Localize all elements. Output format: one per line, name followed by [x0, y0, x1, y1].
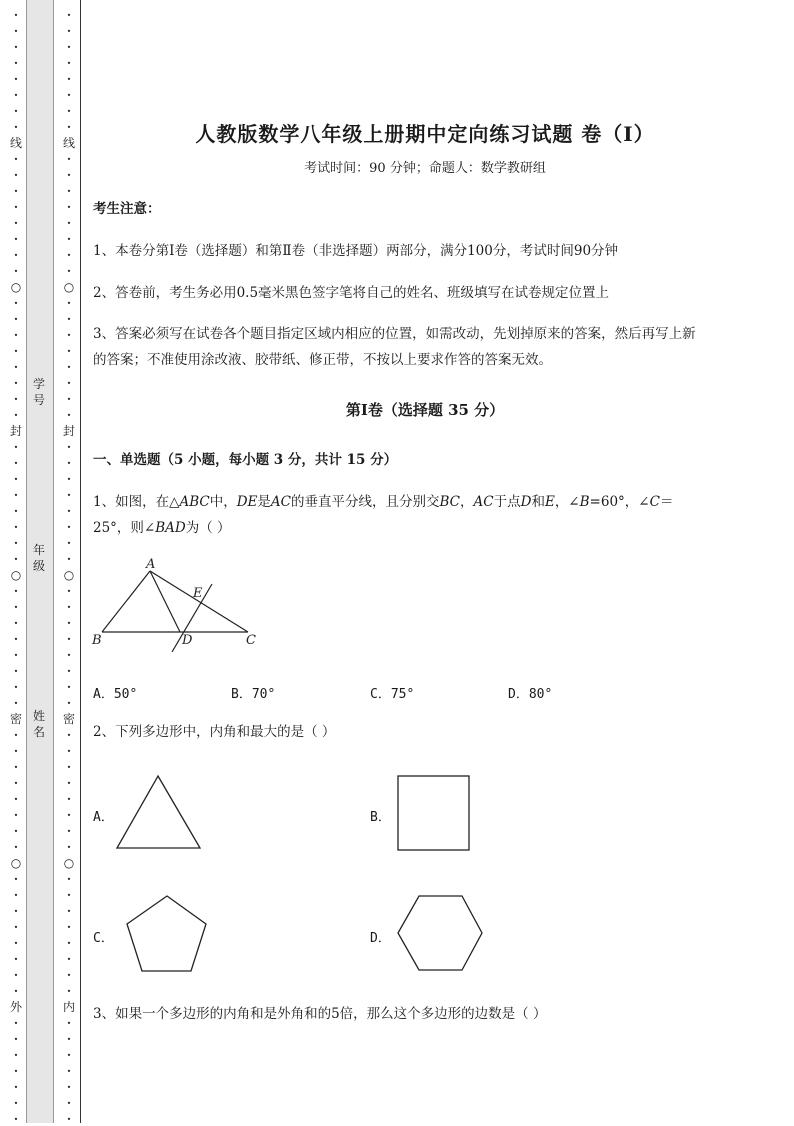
inner-dot: ·: [66, 632, 72, 646]
outer-dot: ·: [13, 1112, 19, 1126]
inner-dot: ·: [66, 1096, 72, 1110]
q1-option-b[interactable]: B．70°: [231, 687, 276, 702]
outer-dot: ·: [13, 920, 19, 934]
outer-dot: ·: [13, 840, 19, 854]
q1-option-d[interactable]: D．80°: [508, 687, 553, 702]
outer-dot: ·: [13, 184, 19, 198]
outer-dot: ·: [13, 328, 19, 342]
inner-dot: ·: [66, 232, 72, 246]
page-subtitle: 考试时间：90 分钟；命题人：数学教研组: [304, 161, 546, 176]
outer-dot: ·: [13, 120, 19, 134]
question-2: 2、下列多边形中，内角和最大的是（ ）: [93, 724, 336, 740]
outer-dot: ·: [13, 392, 19, 406]
outer-dot: ·: [13, 952, 19, 966]
q2-option-c-label[interactable]: C．: [93, 931, 114, 946]
outer-dot: ·: [13, 8, 19, 22]
outer-dot: ·: [13, 776, 19, 790]
inner-dot: ·: [66, 360, 72, 374]
outer-dot: ·: [13, 440, 19, 454]
outer-dot: ·: [13, 984, 19, 998]
notice-item-3-line-1: 3、答案必须写在试卷各个题目指定区域内相应的位置，如需改动，先划掉原来的答案，然后再写上新: [93, 326, 696, 342]
outer-dot: ·: [13, 824, 19, 838]
inner-dot: ·: [66, 600, 72, 614]
outer-seal-label: 线: [10, 136, 23, 150]
inner-dot: ·: [66, 904, 72, 918]
inner-dot: ·: [66, 440, 72, 454]
inner-dot: ·: [66, 376, 72, 390]
inner-dot: ·: [66, 696, 72, 710]
outer-dot: ·: [13, 696, 19, 710]
outer-dot: ·: [13, 648, 19, 662]
outer-dot: ·: [13, 1032, 19, 1046]
inner-seal-label: 密: [63, 712, 76, 726]
question-1-line-2: 25°，则∠BAD为（ ）: [93, 520, 231, 536]
inner-dot: ·: [66, 1032, 72, 1046]
notice-item-3-line-2: 的答案；不准使用涂改液、胶带纸、修正带，不按以上要求作答的答案无效。: [93, 352, 552, 368]
outer-dot: ·: [13, 808, 19, 822]
point-label-c: C: [246, 633, 256, 648]
outer-dot: ·: [13, 472, 19, 486]
outer-dot: ·: [13, 600, 19, 614]
inner-dot: ·: [66, 1080, 72, 1094]
outer-dot: ·: [13, 376, 19, 390]
notice-item-2: 2、答卷前，考生务必用0.5毫米黑色签字笔将自己的姓名、班级填写在试卷规定位置上: [93, 285, 610, 301]
inner-dot: ·: [66, 680, 72, 694]
inner-dot: ·: [66, 184, 72, 198]
outer-dot: ·: [13, 200, 19, 214]
inner-dot: ·: [66, 504, 72, 518]
outer-dot: ·: [13, 760, 19, 774]
point-label-e: E: [193, 586, 203, 601]
inner-dot: ·: [66, 1048, 72, 1062]
question-1: [93, 489, 753, 541]
inner-dot: ·: [66, 952, 72, 966]
outer-seal-label: 外: [10, 1000, 23, 1014]
question-1-line-1: 1、如图，在△ABC中，DE是AC的垂直平分线，且分别交BC，AC于点D和E，∠B=60°，∠C＝: [93, 494, 674, 510]
outer-dot: ·: [13, 1016, 19, 1030]
inner-dot: ·: [66, 120, 72, 134]
inner-dot: ·: [66, 456, 72, 470]
outer-dot: ·: [13, 968, 19, 982]
inner-dot: ·: [66, 776, 72, 790]
outer-dot: ·: [13, 72, 19, 86]
outer-dot: ·: [13, 728, 19, 742]
inner-dot: ·: [66, 920, 72, 934]
outer-dot: ·: [13, 664, 19, 678]
outer-dot: ·: [13, 584, 19, 598]
inner-dot: ·: [66, 488, 72, 502]
inner-dot: ·: [66, 1064, 72, 1078]
inner-dot: ·: [66, 472, 72, 486]
outer-dot: ·: [13, 1096, 19, 1110]
outer-dot: ·: [13, 488, 19, 502]
inner-dot: ·: [66, 296, 72, 310]
inner-dot: ·: [66, 56, 72, 70]
outer-dot: ·: [13, 296, 19, 310]
outer-dot: ·: [13, 56, 19, 70]
outer-dot: ·: [13, 680, 19, 694]
inner-dot: ·: [66, 264, 72, 278]
inner-dot: ·: [66, 408, 72, 422]
pentagon-shape: [124, 893, 210, 975]
outer-circle-mark: ○: [10, 856, 22, 870]
outer-circle-mark: ○: [10, 568, 22, 582]
inner-dot: ·: [66, 1016, 72, 1030]
inner-dot: ·: [66, 984, 72, 998]
inner-dot: ·: [66, 200, 72, 214]
inner-dot: ·: [66, 936, 72, 950]
inner-dot: ·: [66, 88, 72, 102]
field-label-name: 姓名: [32, 709, 45, 739]
inner-seal-label: 线: [63, 136, 76, 150]
outer-dot: ·: [13, 872, 19, 886]
outer-seal-label: 封: [10, 424, 23, 438]
field-label-student-id: 学号: [32, 377, 45, 407]
outer-dot: ·: [13, 616, 19, 630]
inner-dot: ·: [66, 744, 72, 758]
outer-dot: ·: [13, 1064, 19, 1078]
q1-option-a[interactable]: A．50°: [93, 687, 138, 702]
q2-option-b-label[interactable]: B．: [370, 810, 391, 825]
outer-dot: ·: [13, 504, 19, 518]
outer-dot: ·: [13, 536, 19, 550]
inner-dot: ·: [66, 328, 72, 342]
outer-dot: ·: [13, 88, 19, 102]
inner-dot: ·: [66, 216, 72, 230]
outer-dot: ·: [13, 312, 19, 326]
notice-heading: 考生注意：: [93, 201, 161, 217]
outer-dot: ·: [13, 216, 19, 230]
inner-circle-mark: ○: [63, 568, 75, 582]
margin-rule: [80, 0, 81, 1123]
point-label-b: B: [92, 633, 102, 648]
outer-dot: ·: [13, 936, 19, 950]
inner-dot: ·: [66, 888, 72, 902]
inner-dot: ·: [66, 72, 72, 86]
q2-option-d-label[interactable]: D．: [370, 931, 391, 946]
inner-dot: ·: [66, 40, 72, 54]
inner-dot: ·: [66, 8, 72, 22]
inner-dot: ·: [66, 152, 72, 166]
question-3: 3、如果一个多边形的内角和是外角和的5倍，那么这个多边形的边数是（ ）: [93, 1006, 547, 1022]
triangle-shape: [114, 772, 204, 852]
inner-dot: ·: [66, 520, 72, 534]
outer-dot: ·: [13, 152, 19, 166]
inner-dot: ·: [66, 552, 72, 566]
inner-dot: ·: [66, 168, 72, 182]
triangle-abc-figure: [88, 556, 268, 656]
outer-dot: ·: [13, 520, 19, 534]
inner-dot: ·: [66, 536, 72, 550]
hexagon-shape: [395, 893, 485, 975]
outer-dot: ·: [13, 40, 19, 54]
outer-dot: ·: [13, 264, 19, 278]
inner-dot: ·: [66, 104, 72, 118]
inner-dot: ·: [66, 664, 72, 678]
inner-dot: ·: [66, 808, 72, 822]
page-title: 人教版数学八年级上册期中定向练习试题 卷（Ⅰ）: [195, 122, 655, 146]
inner-circle-mark: ○: [63, 280, 75, 294]
inner-dot: ·: [66, 760, 72, 774]
inner-dot: ·: [66, 872, 72, 886]
field-label-grade: 年级: [32, 543, 45, 573]
inner-dot: ·: [66, 584, 72, 598]
outer-dot: ·: [13, 24, 19, 38]
outer-dot: ·: [13, 1080, 19, 1094]
outer-dot: ·: [13, 552, 19, 566]
section-title: 第Ⅰ卷（选择题 35 分）: [345, 401, 505, 419]
inner-dot: ·: [66, 840, 72, 854]
outer-dot: ·: [13, 248, 19, 262]
inner-dot: ·: [66, 344, 72, 358]
inner-dot: ·: [66, 392, 72, 406]
inner-dot: ·: [66, 824, 72, 838]
outer-dot: ·: [13, 360, 19, 374]
point-label-a: A: [146, 557, 156, 572]
outer-dot: ·: [13, 344, 19, 358]
inner-dot: ·: [66, 248, 72, 262]
inner-seal-label: 内: [63, 1000, 76, 1014]
inner-dot: ·: [66, 968, 72, 982]
outer-dot: ·: [13, 632, 19, 646]
inner-dot: ·: [66, 728, 72, 742]
part-heading: 一、单选题（5 小题，每小题 3 分，共计 15 分）: [93, 452, 398, 468]
outer-dot: ·: [13, 168, 19, 182]
outer-dot: ·: [13, 232, 19, 246]
outer-dot: ·: [13, 904, 19, 918]
outer-dot: ·: [13, 1048, 19, 1062]
notice-item-1: 1、本卷分第Ⅰ卷（选择题）和第Ⅱ卷（非选择题）两部分，满分100分，考试时间90分钟: [93, 243, 619, 259]
q1-option-c[interactable]: C．75°: [370, 687, 415, 702]
outer-dot: ·: [13, 888, 19, 902]
inner-dot: ·: [66, 312, 72, 326]
q2-option-a-label[interactable]: A．: [93, 810, 114, 825]
outer-dot: ·: [13, 104, 19, 118]
inner-dot: ·: [66, 1112, 72, 1126]
inner-seal-label: 封: [63, 424, 76, 438]
outer-seal-label: 密: [10, 712, 23, 726]
inner-circle-mark: ○: [63, 856, 75, 870]
inner-dot: ·: [66, 648, 72, 662]
outer-dot: ·: [13, 792, 19, 806]
notice-item-3: [93, 321, 753, 373]
outer-circle-mark: ○: [10, 280, 22, 294]
outer-dot: ·: [13, 408, 19, 422]
segment-ab: [102, 571, 150, 632]
inner-dot: ·: [66, 24, 72, 38]
square-shape: [395, 774, 473, 854]
outer-dot: ·: [13, 744, 19, 758]
inner-dot: ·: [66, 792, 72, 806]
inner-dot: ·: [66, 616, 72, 630]
point-label-d: D: [182, 633, 193, 648]
outer-dot: ·: [13, 456, 19, 470]
